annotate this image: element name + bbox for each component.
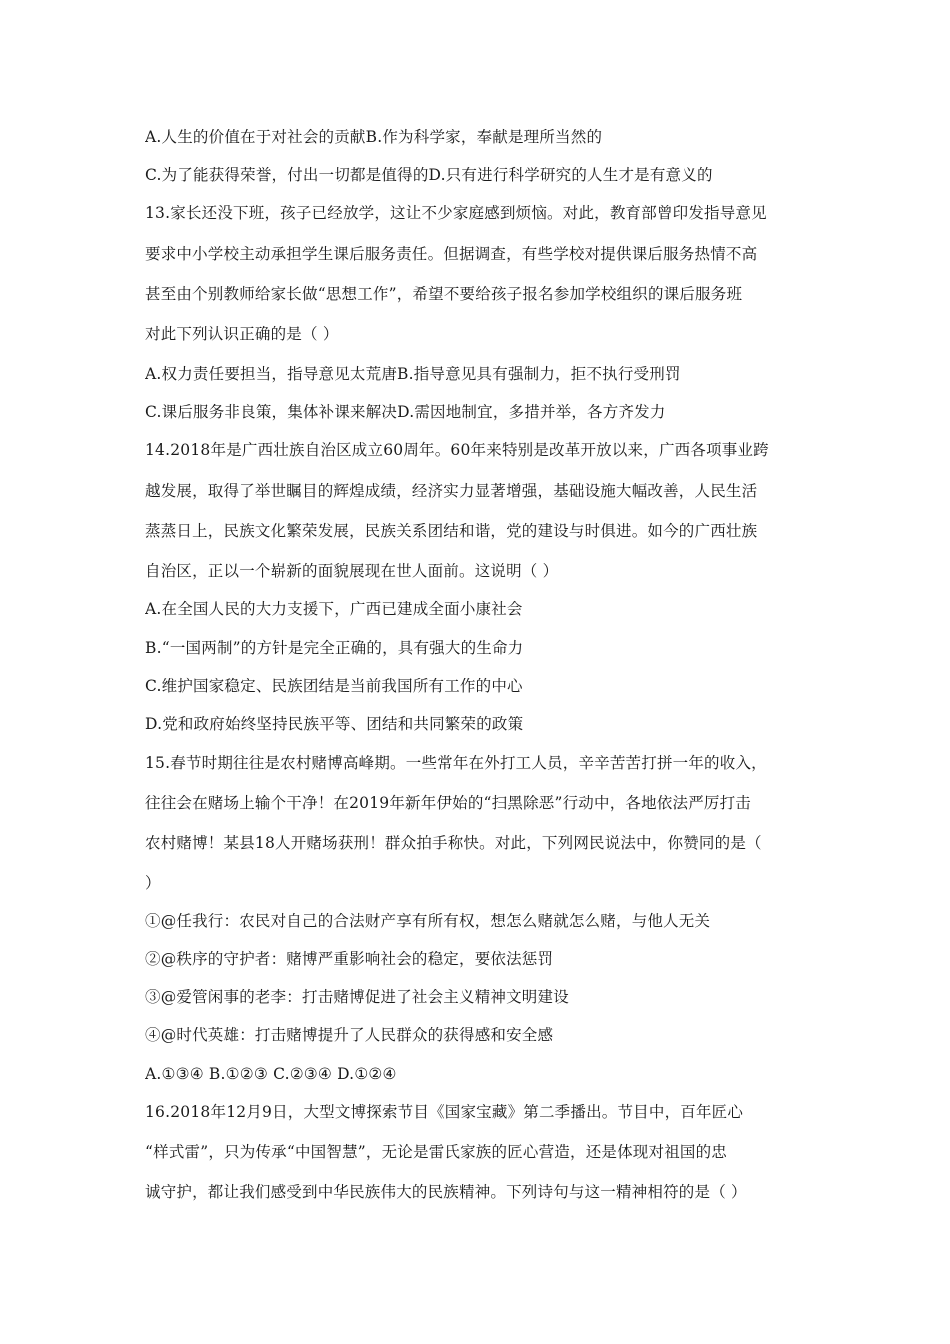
- statement-line-1: ①@任我行：农民对自己的合法财产享有所有权，想怎么赌就怎么赌，与他人无关: [145, 912, 711, 930]
- option-line-12-cd: C.为了能获得荣誉，付出一切都是值得的D.只有进行科学研究的人生才是有意义的: [145, 166, 713, 184]
- question-16-line-2: “样式雷”，只为传承“中国智慧”，无论是雷氏家族的匠心营造，还是体现对祖国的忠: [145, 1143, 727, 1161]
- question-16-line-3: 诚守护，都让我们感受到中华民族伟大的民族精神。下列诗句与这一精神相符的是（ ）: [145, 1183, 747, 1201]
- question-15-line-3: 农村赌博！某县18人开赌场获刑！群众拍手称快。对此，下列网民说法中，你赞同的是（: [145, 834, 762, 852]
- question-15-line-2: 往往会在赌场上输个干净！在2019年新年伊始的“扫黑除恶”行动中，各地依法严厉打击: [145, 794, 751, 812]
- option-line-13-ab: A.权力责任要担当，指导意见太荒唐B.指导意见具有强制力，拒不执行受刑罚: [145, 365, 681, 383]
- question-14-line-2: 越发展，取得了举世瞩目的辉煌成绩，经济实力显著增强，基础设施大幅改善，人民生活: [145, 482, 758, 500]
- option-line-12-ab: A.人生的价值在于对社会的贡献B.作为科学家，奉献是理所当然的: [145, 128, 603, 146]
- question-15-line-1: 15.春节时期往往是农村赌博高峰期。一些常年在外打工人员，辛辛苦苦打拼一年的收入，: [145, 754, 767, 772]
- option-line-14-d: D.党和政府始终坚持民族平等、团结和共同繁荣的政策: [145, 715, 524, 733]
- statement-line-3: ③@爱管闲事的老李：打击赌博促进了社会主义精神文明建设: [145, 988, 569, 1006]
- question-13-line-1: 13.家长还没下班，孩子已经放学，这让不少家庭感到烦恼。对此，教育部曾印发指导意见: [145, 204, 767, 222]
- question-13-line-3: 甚至由个别教师给家长做“思想工作”，希望不要给孩子报名参加学校组织的课后服务班: [145, 285, 743, 303]
- statement-line-4: ④@时代英雄：打击赌博提升了人民群众的获得感和安全感: [145, 1026, 554, 1044]
- question-16-line-1: 16.2018年12月9日，大型文博探索节目《国家宝藏》第二季播出。节目中，百年匠心: [145, 1103, 744, 1121]
- question-13-line-2: 要求中小学校主动承担学生课后服务责任。但据调查，有些学校对提供课后服务热情不高: [145, 245, 758, 263]
- question-13-line-4: 对此下列认识正确的是（ ）: [145, 325, 339, 343]
- option-line-14-c: C.维护国家稳定、民族团结是当前我国所有工作的中心: [145, 677, 523, 695]
- option-line-13-cd: C.课后服务非良策，集体补课来解决D.需因地制宜，多措并举，各方齐发力: [145, 403, 666, 421]
- option-line-14-a: A.在全国人民的大力支援下，广西已建成全面小康社会: [145, 600, 523, 618]
- option-line-15: A.①③④ B.①②③ C.②③④ D.①②④: [145, 1065, 397, 1083]
- question-14-line-1: 14.2018年是广西壮族自治区成立60周年。60年来特别是改革开放以来，广西各项事业跨: [145, 441, 769, 459]
- question-15-line-4: ）: [145, 874, 161, 892]
- question-14-line-4: 自治区，正以一个崭新的面貌展现在世人面前。这说明（ ）: [145, 562, 559, 580]
- statement-line-2: ②@秩序的守护者：赌博严重影响社会的稳定，要依法惩罚: [145, 950, 554, 968]
- question-14-line-3: 蒸蒸日上，民族文化繁荣发展，民族关系团结和谐，党的建设与时俱进。如今的广西壮族: [145, 522, 758, 540]
- option-line-14-b: B.“一国两制”的方针是完全正确的，具有强大的生命力: [145, 639, 524, 657]
